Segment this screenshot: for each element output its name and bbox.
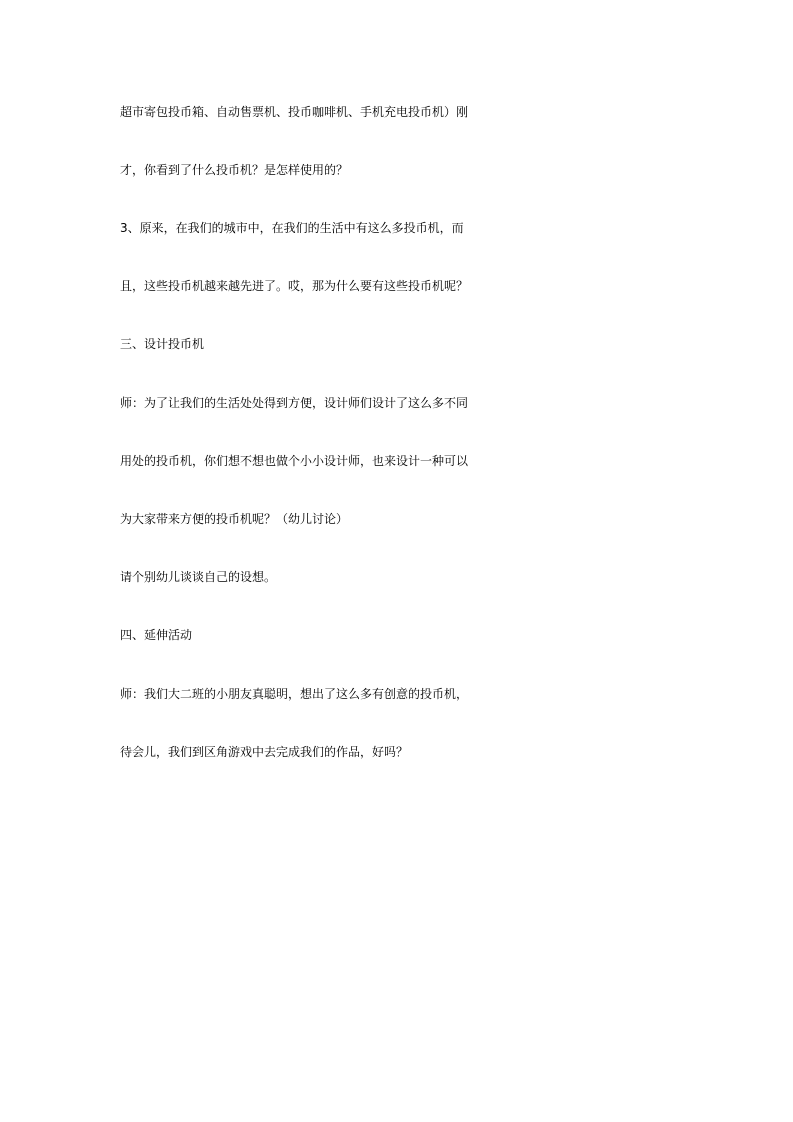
text-line-1: 超市寄包投币箱、自动售票机、投币咖啡机、手机充电投币机）刚 — [120, 105, 469, 119]
text-line-3: 3、原来，在我们的城市中，在我们的生活中有这么多投币机，而 — [120, 221, 464, 235]
section-heading-design: 三、设计投币机 — [120, 337, 205, 351]
text-line-2: 才，你看到了什么投币机？是怎样使用的？ — [120, 163, 349, 177]
text-line-11: 师：我们大二班的小朋友真聪明，想出了这么多有创意的投币机， — [120, 687, 469, 701]
section-heading-extension: 四、延伸活动 — [120, 628, 193, 642]
text-line-8: 为大家带来方便的投币机呢？（幼儿讨论） — [120, 512, 349, 526]
text-line-6: 师：为了让我们的生活处处得到方便，设计师们设计了这么多不同 — [120, 396, 469, 410]
text-line-12: 待会儿，我们到区角游戏中去完成我们的作品，好吗？ — [120, 745, 409, 759]
text-line-7: 用处的投币机，你们想不想也做个小小设计师，也来设计一种可以 — [120, 454, 469, 468]
text-line-9: 请个别幼儿谈谈自己的设想。 — [120, 570, 277, 584]
text-line-4: 且，这些投币机越来越先进了。哎，那为什么要有这些投币机呢？ — [120, 279, 469, 293]
